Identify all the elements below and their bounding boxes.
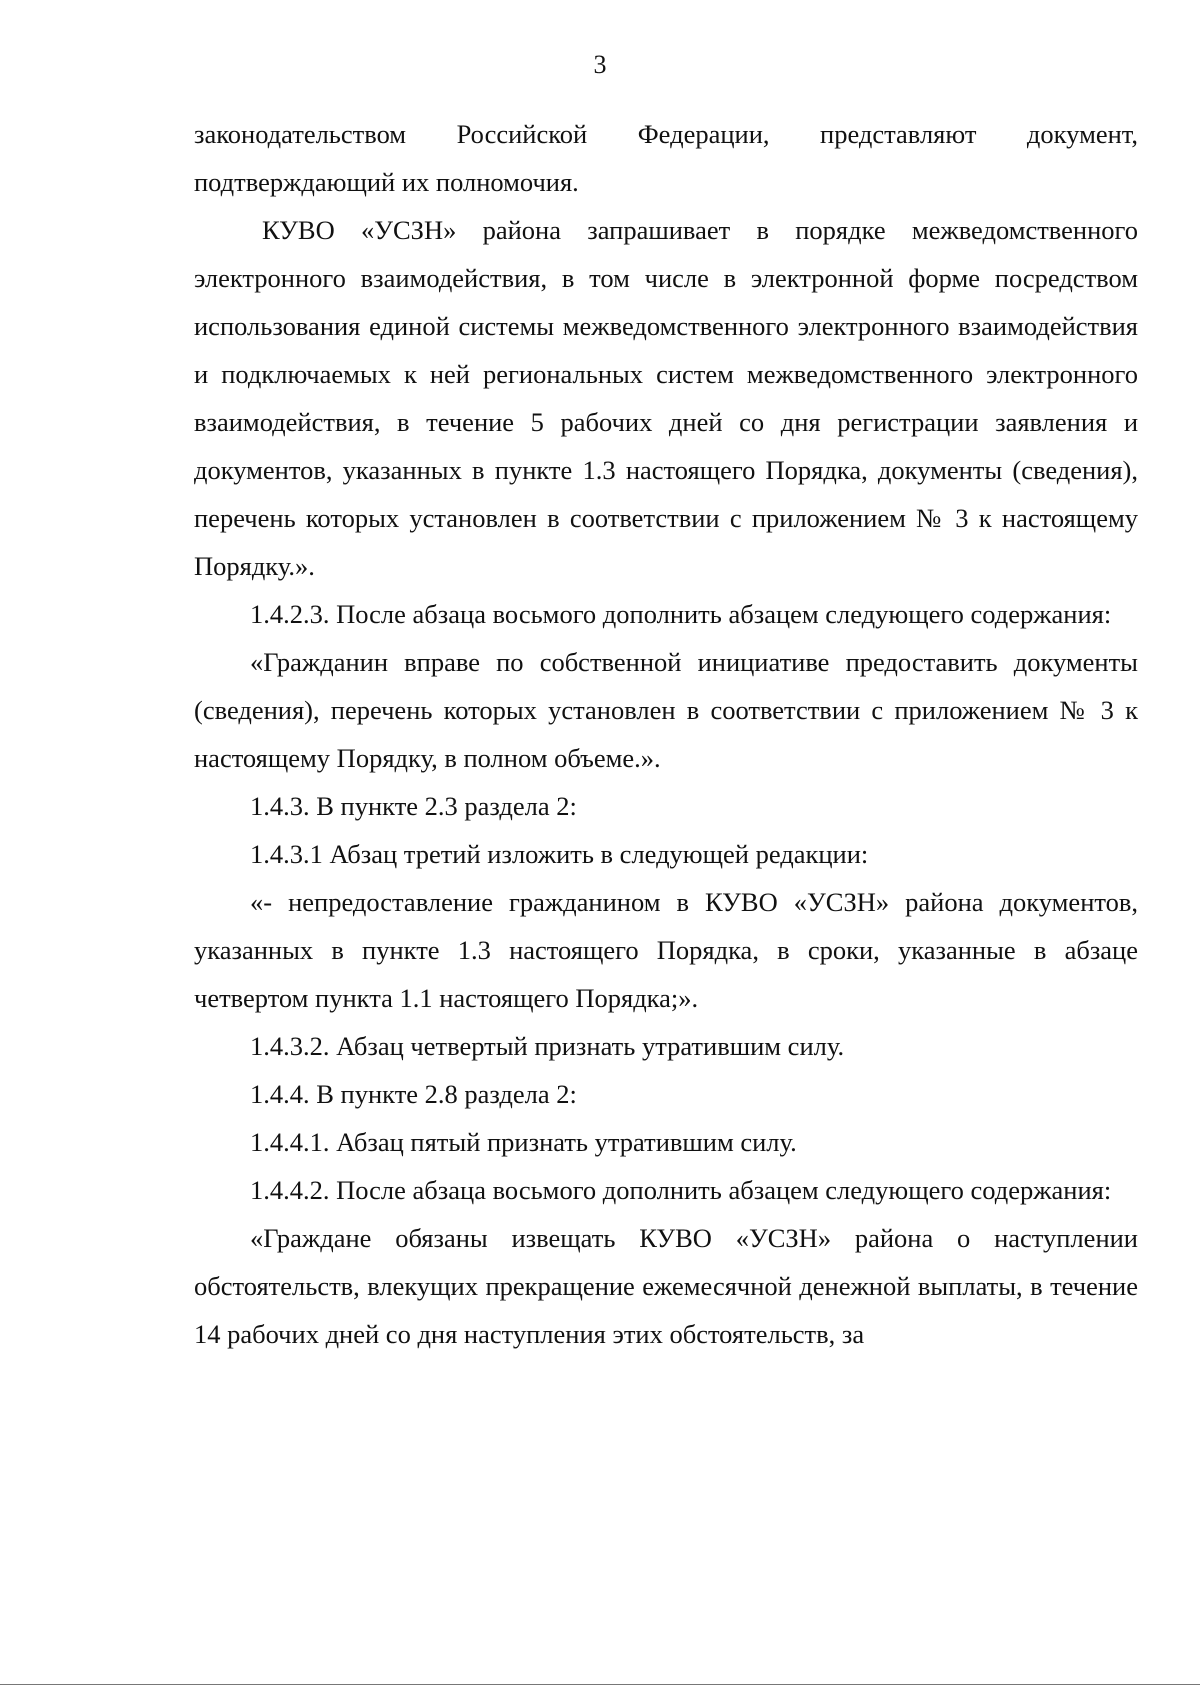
paragraph-citizens-obliged: «Граждане обязаны извещать КУВО «УСЗН» района о наступлении обстоятельств, влекущих прекращение ежемесячной денежной выплаты, в течение 14 рабочих дней со дня наступления этих обстоятельств, за [194,1223,1138,1349]
paragraph-item-1-4-4: 1.4.4. В пункте 2.8 раздела 2: [250,1079,577,1109]
page-number: 3 [593,50,607,79]
paragraph-continuation: законодательством Российской Федерации, представляют документ, подтверждающий их полномочия. [194,119,1138,197]
paragraph-item-1-4-3: 1.4.3. В пункте 2.3 раздела 2: [250,791,577,821]
paragraph-non-submission: «- непредоставление гражданином в КУВО «УСЗН» района документов, указанных в пункте 1.3 настоящего Порядка, в сроки, указанные в абзаце четвертом пункта 1.1 настоящего Порядка;». [194,887,1138,1013]
document-body [194,110,1138,1358]
paragraph-item-1-4-4-2: 1.4.4.2. После абзаца восьмого дополнить абзацем следующего содержания: [250,1175,1112,1205]
paragraph-item-1-4-3-2: 1.4.3.2. Абзац четвертый признать утратившим силу. [250,1031,845,1061]
paragraph-item-1-4-2-3: 1.4.2.3. После абзаца восьмого дополнить абзацем следующего содержания: [250,599,1112,629]
paragraph-citizen-right: «Гражданин вправе по собственной инициативе предоставить документы (сведения), перечень которых установлен в соответствии с приложением № 3 к настоящему Порядку, в полном объеме.». [194,647,1138,773]
paragraph-item-1-4-3-1: 1.4.3.1 Абзац третий изложить в следующей редакции: [250,839,869,869]
paragraph-kuvo-request: КУВО «УСЗН» района запрашивает в порядке межведомственного электронного взаимодействия, в том числе в электронной форме посредством использования единой системы межведомственного электронного взаимодействия и подключаемых к ней региональных систем межведомственного электронного взаимодействия, в течение 5 рабочих дней со дня регистрации заявления и документов, указанных в пункте 1.3 настоящего Порядка, документы (сведения), перечень которых установлен в соответствии с приложением № 3 к настоящему Порядку.». [194,215,1138,581]
paragraph-item-1-4-4-1: 1.4.4.1. Абзац пятый признать утратившим силу. [250,1127,797,1157]
page-bottom-edge [0,1684,1200,1685]
